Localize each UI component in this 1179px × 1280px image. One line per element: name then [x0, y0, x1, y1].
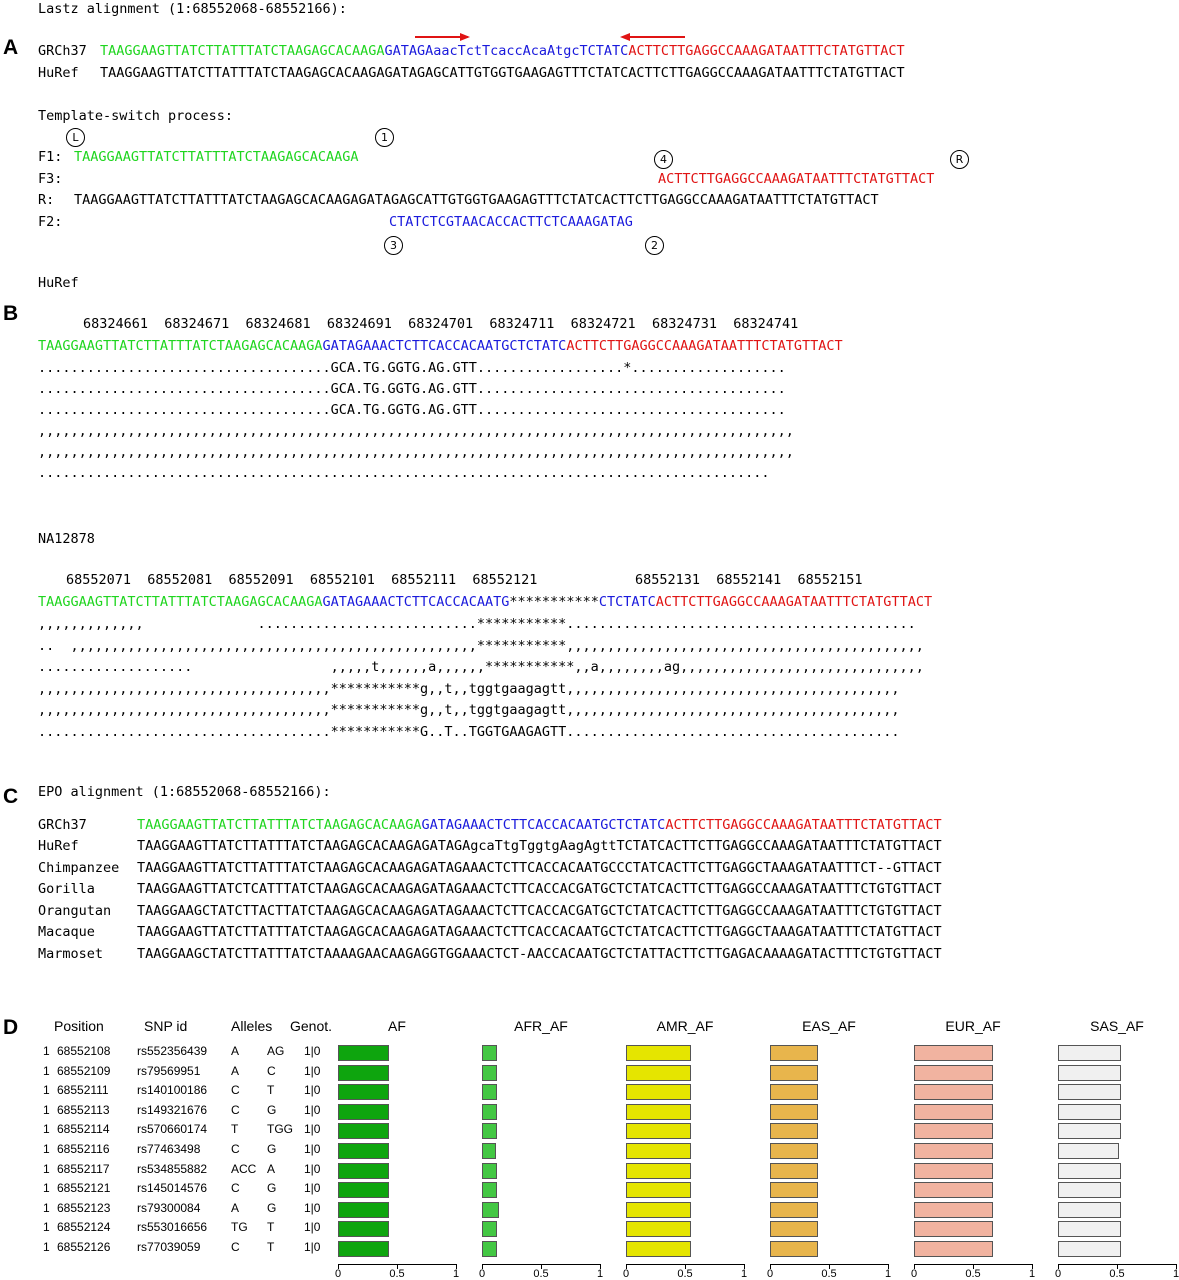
af-bar — [1058, 1104, 1121, 1120]
snp-cell-alt: C — [267, 1063, 276, 1078]
circle-marker-1: 1 — [375, 128, 394, 147]
snp-cell-gt: 1|0 — [304, 1044, 321, 1058]
snp-cell-gt: 1|0 — [304, 1220, 321, 1235]
af-bar — [338, 1163, 389, 1179]
read-line: .. ,,,,,,,,,,,,,,,,,,,,,,,,,,,,,,,,,,,,,,,,,,,,,,,,,,***********,,,,,,,,,,,,,,,,,,,,,,,,,,,,,,,,,,,,,,,,,,,, — [38, 637, 924, 654]
af-bar — [626, 1104, 691, 1120]
af-bar — [482, 1123, 497, 1139]
af-bar — [626, 1123, 691, 1139]
af-bar — [338, 1241, 389, 1257]
snp-cell-alt: G — [267, 1200, 277, 1215]
species-name: Chimpanzee — [38, 859, 120, 876]
af-bar — [482, 1104, 497, 1120]
snp-cell-snp: rs552356439 — [137, 1044, 208, 1058]
grch37-sequence-c: TAAGGAAGTTATCTTATTTATCTAAGAGCACAAGAGATAGAAACTCTTCACCACAATGCTCTATCACTTCTTGAGGCCAAAGATAATTTCTATGTTACT — [137, 817, 942, 833]
snp-cell-pos: 68552117 — [57, 1161, 110, 1176]
chart-title-af: AF — [388, 1018, 406, 1034]
af-bar — [1058, 1202, 1121, 1218]
af-bar — [914, 1104, 993, 1120]
snp-cell-snp: rs140100186 — [137, 1083, 208, 1098]
snp-cell-pos: 68552114 — [57, 1122, 110, 1137]
snp-cell-alt: G — [267, 1102, 277, 1117]
snp-cell-snp: rs77039059 — [137, 1240, 201, 1254]
species-sequence: TAAGGAAGTTATCTCATTTATCTAAGAGCACAAGAGATAGAAACTCTTCACCACGATGCTCTATCACTTCTTGAGGCCAAAGATAATTTCTGTGTTACT — [137, 881, 942, 897]
header-genotype: Genot. — [290, 1018, 333, 1034]
snp-cell-gt: 1|0 — [304, 1200, 321, 1215]
snp-cell-alt: A — [267, 1161, 276, 1176]
af-bar — [770, 1163, 818, 1179]
chart-title-eur_af: EUR_AF — [945, 1018, 1001, 1034]
f3-label: F3: — [38, 171, 63, 187]
af-bar — [626, 1143, 691, 1159]
af-bar — [482, 1221, 497, 1237]
species-sequence: TAAGGAAGTTATCTTATTTATCTAAGAGCACAAGAGATAGAgcaTtgTggtgAagAgttTCTATCACTTCTTGAGGCCAAAGATAATTTCTATGTTACT — [137, 838, 942, 854]
af-bar — [482, 1065, 497, 1081]
circle-marker-4: 4 — [654, 150, 673, 169]
af-bar — [626, 1045, 691, 1061]
snp-cell-ref: A — [231, 1063, 240, 1078]
snp-cell-gt: 1|0 — [304, 1161, 321, 1176]
f1-label: F1: — [38, 149, 63, 165]
huref-reference-sequence: TAAGGAAGTTATCTTATTTATCTAAGAGCACAAGAGATAGAAACTCTTCACCACAATGCTCTATCACTTCTTGAGGCCAAAGATAATTTCTATGTTACT — [38, 338, 843, 354]
r-sequence: TAAGGAAGTTATCTTATTTATCTAAGAGCACAAGAGATAGAGCATTGTGGTGAAGAGTTTCTATCACTTCTTGAGGCCAAAGATAATTTCTATGTTACT — [74, 192, 879, 208]
snp-cell-chr: 1 — [43, 1122, 50, 1137]
af-bar — [1058, 1143, 1119, 1159]
snp-cell-chr: 1 — [43, 1181, 50, 1196]
na12878-read-pileup — [38, 618, 924, 747]
panel-d-label: D — [3, 1016, 19, 1039]
af-bar — [914, 1163, 993, 1179]
af-bar — [914, 1045, 993, 1061]
x-axis-tick-label: 1 — [452, 1268, 460, 1280]
af-bar — [338, 1221, 389, 1237]
x-axis-tick-label: 0 — [910, 1268, 918, 1280]
inverted-repeat-arrows — [410, 30, 700, 44]
snp-cell-snp: rs79300084 — [137, 1200, 201, 1215]
af-bar — [482, 1084, 497, 1100]
af-bar — [626, 1182, 691, 1198]
snp-cell-chr: 1 — [43, 1161, 50, 1176]
af-bar — [1058, 1241, 1121, 1257]
huref-label-a: HuRef — [38, 65, 79, 81]
af-bar — [914, 1065, 993, 1081]
grch37-sequence-a: TAAGGAAGTTATCTTATTTATCTAAGAGCACAAGAGATAGAaacTctTcaccAcaAtgcTCTATCACTTCTTGAGGCCAAAGATAATTTCTATGTTACT — [100, 43, 905, 59]
chart-title-sas_af: SAS_AF — [1090, 1018, 1144, 1034]
chart-title-amr_af: AMR_AF — [656, 1018, 714, 1034]
species-name: Macaque — [38, 924, 95, 940]
circle-marker-2: 2 — [645, 236, 664, 255]
af-bar — [626, 1084, 691, 1100]
af-bar — [770, 1202, 818, 1218]
af-bar — [338, 1104, 389, 1120]
af-bar — [338, 1045, 389, 1061]
af-bar — [914, 1123, 993, 1139]
huref-read-pileup — [38, 362, 794, 488]
af-bar — [770, 1123, 818, 1139]
x-axis-tick-label: 0 — [1054, 1268, 1062, 1280]
snp-cell-ref: C — [231, 1181, 240, 1196]
panel-a-title: Lastz alignment (1:68552068-68552166): — [38, 1, 347, 17]
header-alleles: Alleles — [231, 1018, 273, 1034]
read-line: .......................................................................................... — [38, 465, 770, 481]
snp-cell-alt: G — [267, 1142, 277, 1156]
snp-cell-chr: 1 — [43, 1240, 50, 1254]
af-bar — [770, 1241, 818, 1257]
chart-title-eas_af: EAS_AF — [802, 1018, 856, 1034]
read-line: ,,,,,,,,,,,,,,,,,,,,,,,,,,,,,,,,,,,,,,,,,,,,,,,,,,,,,,,,,,,,,,,,,,,,,,,,,,,,,,,,,,,,,,,,,,,,, — [38, 423, 794, 439]
af-bar — [770, 1143, 818, 1159]
x-axis-tick-label: 0.5 — [1109, 1268, 1125, 1280]
read-line: ....................................GCA.TG.GGTG.AG.GTT...................................... — [38, 402, 786, 418]
species-sequence: TAAGGAAGCTATCTTATTTATCTAAAAGAACAAGAGGTGGAAACTCT-AACCACAATGCTCTATTACTTCTTGAGACAAAAGATACTTTCTGTGTTACT — [137, 945, 942, 962]
snp-cell-ref: T — [231, 1122, 239, 1137]
species-name: Orangutan — [38, 902, 112, 919]
na12878-reference-sequence: TAAGGAAGTTATCTTATTTATCTAAGAGCACAAGAGATAGAAACTCTTCACCACAATG***********CTCTATCACTTCTTGAGGCCAAAGATAATTTCTATGTTACT — [38, 594, 933, 610]
af-bar — [1058, 1084, 1121, 1100]
x-axis-tick-label: 1 — [740, 1268, 748, 1280]
snp-cell-chr: 1 — [43, 1142, 50, 1156]
snp-cell-chr: 1 — [43, 1044, 50, 1058]
af-bar — [626, 1221, 691, 1237]
snp-cell-pos: 68552108 — [57, 1044, 111, 1058]
header-position: Position — [54, 1018, 104, 1034]
snp-cell-gt: 1|0 — [304, 1102, 321, 1117]
snp-cell-snp: rs534855882 — [137, 1161, 208, 1176]
af-bar — [338, 1065, 389, 1081]
af-bar — [770, 1084, 818, 1100]
af-bar — [1058, 1123, 1121, 1139]
snp-cell-gt: 1|0 — [304, 1083, 321, 1098]
snp-cell-pos: 68552113 — [57, 1102, 110, 1117]
huref-position-ruler: 68324661 68324671 68324681 68324691 68324701 68324711 68324721 68324731 68324741 — [83, 316, 799, 332]
af-bar — [626, 1202, 691, 1218]
x-axis-tick-label: 0 — [334, 1268, 342, 1280]
snp-cell-gt: 1|0 — [304, 1063, 321, 1078]
circle-marker-R: R — [950, 150, 969, 169]
af-bar — [482, 1202, 499, 1218]
snp-cell-chr: 1 — [43, 1083, 50, 1098]
header-snp-id: SNP id — [144, 1018, 188, 1034]
af-bar — [482, 1241, 497, 1257]
snp-cell-chr: 1 — [43, 1063, 50, 1078]
read-line: ,,,,,,,,,,,,,,,,,,,,,,,,,,,,,,,,,,,,***********g,,t,,tggtgaagagtt,,,,,,,,,,,,,,,,,,,,,,,,,,,,,,,,,,,,,,,,, — [38, 702, 900, 718]
af-bar — [770, 1182, 818, 1198]
af-bar — [338, 1084, 389, 1100]
af-bar — [1058, 1065, 1121, 1081]
na12878-position-ruler: 68552071 68552081 68552091 68552101 68552111 68552121 68552131 68552141 68552151 — [66, 572, 863, 588]
snp-cell-snp: rs79569951 — [137, 1063, 201, 1078]
snp-cell-pos: 68552116 — [57, 1142, 110, 1156]
f1-sequence: TAAGGAAGTTATCTTATTTATCTAAGAGCACAAGA — [74, 149, 359, 165]
read-line: ,,,,,,,,,,,,, ...........................***********........................................... — [38, 616, 916, 632]
circle-marker-L: L — [66, 128, 85, 147]
snp-cell-chr: 1 — [43, 1102, 50, 1117]
snp-cell-alt: T — [267, 1220, 275, 1235]
snp-cell-snp: rs570660174 — [137, 1122, 208, 1137]
af-bar — [482, 1143, 496, 1159]
af-bar — [1058, 1221, 1121, 1237]
snp-cell-pos: 68552124 — [57, 1220, 111, 1235]
af-bar — [914, 1202, 993, 1218]
f3-sequence: ACTTCTTGAGGCCAAAGATAATTTCTATGTTACT — [658, 171, 935, 187]
x-axis-tick-label: 0.5 — [389, 1268, 405, 1280]
huref-sequence-a: TAAGGAAGTTATCTTATTTATCTAAGAGCACAAGAGATAGAGCATTGTGGTGAAGAGTTTCTATCACTTCTTGAGGCCAAAGATAATTTCTATGTTACT — [100, 65, 905, 81]
af-bar — [914, 1143, 993, 1159]
snp-cell-alt: T — [267, 1240, 275, 1254]
af-bar — [626, 1241, 691, 1257]
snp-cell-gt: 1|0 — [304, 1181, 321, 1196]
x-axis-tick-label: 0.5 — [821, 1268, 837, 1280]
read-line: ....................................GCA.TG.GGTG.AG.GTT..................*................... — [38, 360, 786, 376]
read-line: ....................................GCA.TG.GGTG.AG.GTT...................................... — [38, 381, 786, 397]
huref-title-b: HuRef — [38, 275, 79, 291]
x-axis-tick-label: 0.5 — [533, 1268, 549, 1280]
x-axis-tick-label: 0.5 — [677, 1268, 693, 1280]
snp-cell-alt: G — [267, 1181, 277, 1196]
snp-cell-pos: 68552121 — [57, 1181, 111, 1196]
f2-sequence: CTATCTCGTAACACCACTTCTCAAAGATAG — [389, 214, 633, 230]
snp-cell-gt: 1|0 — [304, 1240, 321, 1254]
x-axis-tick-label: 1 — [1028, 1268, 1036, 1280]
template-switch-title: Template-switch process: — [38, 108, 234, 124]
af-bar — [482, 1163, 497, 1179]
species-name: Marmoset — [38, 945, 104, 962]
x-axis-tick-label: 0 — [478, 1268, 486, 1280]
af-bar — [626, 1065, 691, 1081]
snp-cell-snp: rs77463498 — [137, 1142, 201, 1156]
snp-cell-alt: T — [267, 1083, 275, 1098]
grch37-label-c: GRCh37 — [38, 817, 87, 833]
read-line: ,,,,,,,,,,,,,,,,,,,,,,,,,,,,,,,,,,,,***********g,,t,,tggtgaagagtt,,,,,,,,,,,,,,,,,,,,,,,,,,,,,,,,,,,,,,,,, — [38, 680, 900, 697]
af-bar — [1058, 1163, 1121, 1179]
chart-title-afr_af: AFR_AF — [514, 1018, 568, 1034]
x-axis-tick-label: 0 — [622, 1268, 630, 1280]
snp-cell-ref: A — [231, 1200, 240, 1215]
snp-cell-ref: TG — [231, 1220, 248, 1235]
species-sequence: TAAGGAAGCTATCTTACTTATCTAAGAGCACAAGAGATAGAAACTCTTCACCACGATGCTCTATCACTTCTTGAGGCCAAAGATAATTTCTGTGTTACT — [137, 902, 942, 919]
species-sequence: TAAGGAAGTTATCTTATTTATCTAAGAGCACAAGAGATAGAAACTCTTCACCACAATGCCCTATCACTTCTTGAGGCTAAAGATAATTTCT--GTTACT — [137, 859, 942, 876]
panel-c-label: C — [3, 785, 19, 808]
af-bar — [914, 1182, 993, 1198]
snp-cell-ref: ACC — [231, 1161, 257, 1176]
snp-cell-pos: 68552109 — [57, 1063, 111, 1078]
af-bar — [914, 1241, 993, 1257]
snp-cell-pos: 68552123 — [57, 1200, 111, 1215]
panel-c-title: EPO alignment (1:68552068-68552166): — [38, 784, 331, 800]
snp-cell-alt: TGG — [267, 1122, 293, 1137]
r-label: R: — [38, 192, 55, 208]
af-bar — [626, 1163, 691, 1179]
af-bar — [914, 1084, 993, 1100]
panel-a-label: A — [3, 36, 19, 59]
read-line: ,,,,,,,,,,,,,,,,,,,,,,,,,,,,,,,,,,,,,,,,,,,,,,,,,,,,,,,,,,,,,,,,,,,,,,,,,,,,,,,,,,,,,,,,,,,,, — [38, 444, 794, 460]
af-bar — [338, 1182, 389, 1198]
read-line: ....................................***********G..T..TGGTGAAGAGTT......................................... — [38, 723, 900, 740]
snp-cell-ref: C — [231, 1142, 240, 1156]
na12878-title: NA12878 — [38, 531, 95, 547]
snp-cell-pos: 68552111 — [57, 1083, 109, 1098]
panel-b-label: B — [3, 302, 19, 325]
snp-cell-ref: C — [231, 1102, 240, 1117]
af-bar — [914, 1221, 993, 1237]
af-bar — [1058, 1045, 1121, 1061]
af-bar — [770, 1104, 818, 1120]
snp-cell-snp: rs149321676 — [137, 1102, 208, 1117]
af-bar — [1058, 1182, 1121, 1198]
snp-cell-ref: C — [231, 1083, 240, 1098]
species-name: Gorilla — [38, 881, 95, 897]
af-bar — [338, 1202, 389, 1218]
snp-cell-chr: 1 — [43, 1220, 50, 1235]
x-axis-tick-label: 1 — [1172, 1268, 1179, 1280]
snp-cell-gt: 1|0 — [304, 1142, 321, 1156]
x-axis-tick-label: 0 — [766, 1268, 774, 1280]
grch37-label-a: GRCh37 — [38, 43, 87, 59]
snp-cell-ref: A — [231, 1044, 240, 1058]
af-bar — [770, 1045, 818, 1061]
snp-cell-gt: 1|0 — [304, 1122, 321, 1137]
af-bar — [482, 1045, 497, 1061]
species-sequence: TAAGGAAGTTATCTTATTTATCTAAGAGCACAAGAGATAGAAACTCTTCACCACAATGCTCTATCACTTCTTGAGGCTAAAGATAATTTCTATGTTACT — [137, 924, 942, 940]
x-axis-tick-label: 0.5 — [965, 1268, 981, 1280]
af-bar — [338, 1123, 389, 1139]
x-axis-tick-label: 1 — [596, 1268, 604, 1280]
x-axis-tick-label: 1 — [884, 1268, 892, 1280]
snp-cell-pos: 68552126 — [57, 1240, 111, 1254]
snp-cell-ref: C — [231, 1240, 240, 1254]
snp-cell-chr: 1 — [43, 1200, 50, 1215]
read-line: ................... ,,,,,t,,,,,,a,,,,,,***********,,a,,,,,,,,ag,,,,,,,,,,,,,,,,,,,,,,,,,,,,,, — [38, 659, 924, 675]
af-bar — [770, 1221, 818, 1237]
af-bar — [770, 1065, 818, 1081]
snp-cell-snp: rs553016656 — [137, 1220, 208, 1235]
snp-cell-snp: rs145014576 — [137, 1181, 208, 1196]
species-name: HuRef — [38, 838, 79, 854]
af-bar — [338, 1143, 389, 1159]
circle-marker-3: 3 — [384, 236, 403, 255]
f2-label: F2: — [38, 214, 63, 230]
af-bar — [482, 1182, 497, 1198]
snp-cell-alt: AG — [267, 1044, 285, 1058]
